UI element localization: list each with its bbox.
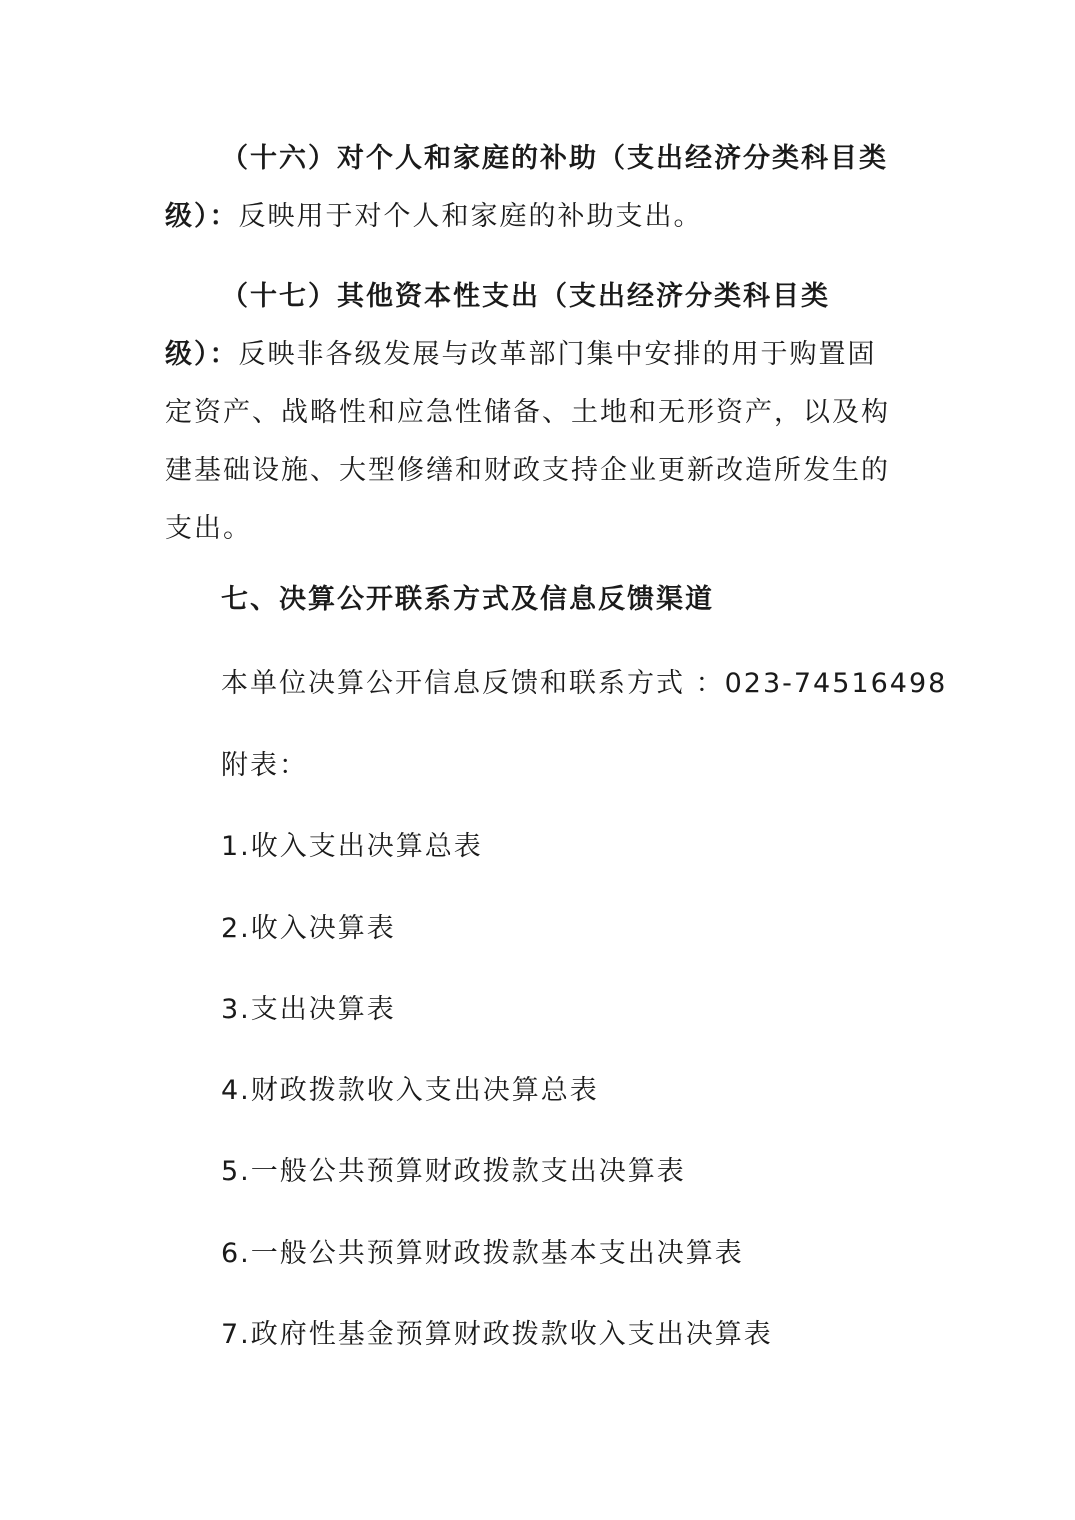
contact-line bbox=[221, 664, 947, 704]
section-16-heading: （十六）对个人和家庭的补助（支出经济分类科目类级）： bbox=[165, 143, 888, 232]
section-16-body: 反映用于对个人和家庭的补助支出。 bbox=[238, 201, 703, 232]
section-17-heading: （十七）其他资本性支出（支出经济分类科目类级）： bbox=[165, 281, 830, 370]
attachment-item: 5.一般公共预算财政拨款支出决算表 bbox=[221, 1156, 686, 1187]
section-16-paragraph bbox=[165, 130, 895, 246]
attachment-item: 1.收入支出决算总表 bbox=[221, 831, 483, 862]
attachments-label: 附表： bbox=[221, 750, 308, 781]
attachment-item: 7.政府性基金预算财政拨款收入支出决算表 bbox=[221, 1319, 773, 1350]
attachment-item: 6.一般公共预算财政拨款基本支出决算表 bbox=[221, 1238, 744, 1269]
attachment-item: 3.支出决算表 bbox=[221, 994, 396, 1025]
contact-label: 本单位决算公开信息反馈和联系方式 ： bbox=[221, 668, 725, 699]
section-7-title: 七、决算公开联系方式及信息反馈渠道 bbox=[221, 584, 714, 615]
section-17-paragraph bbox=[165, 268, 895, 558]
section-17-body: 反映非各级发展与改革部门集中安排的用于购置固定资产、战略性和应急性储备、土地和无形资产，以及构建基础设施、大型修缮和财政支持企业更新改造所发生的支出。 bbox=[165, 339, 890, 544]
contact-phone: 023-74516498 bbox=[724, 668, 948, 699]
attachment-item: 4.财政拨款收入支出决算总表 bbox=[221, 1075, 599, 1106]
attachment-item: 2.收入决算表 bbox=[221, 913, 396, 944]
